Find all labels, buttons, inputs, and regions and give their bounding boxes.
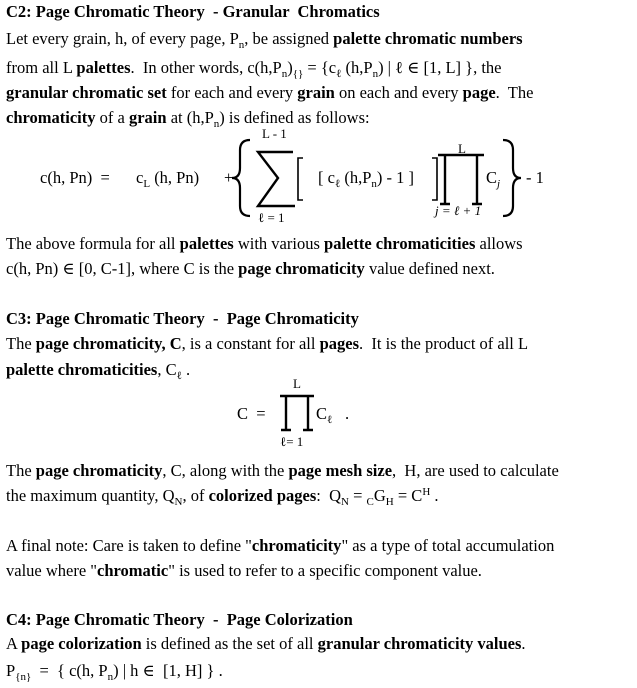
c3-prod-lower: ℓ= 1 [280,434,304,449]
c2-formula-inner: [ $c_\ell$ $(h,P_n) - 1$ ] [318,168,415,190]
c2-formula-lhs: c(h, Pn) = [40,168,110,187]
c2-line-2: from all L palettes. In other words, $c(h,P_n)_{\{\}} = \{c_\ell$ $(h,P_n)$ | ℓ ∈ [1, L] }, the [6,58,502,80]
c3-line-6: value where "chromatic" is used to refer to a specific component value. [6,561,482,580]
c2-sum-upper: L - 1 [262,126,287,141]
c3-line-3: The page chromaticity, C, along with the page mesh size, H, are used to calculate [6,461,559,480]
c2-formula-tail: - 1 [526,168,544,187]
c2-heading: C2: Page Chromatic Theory - Granular Chromatics [6,2,380,21]
c2-sum-lower: ℓ = 1 [258,210,285,225]
c3-heading: C3: Page Chromatic Theory - Page Chromaticity [6,309,359,328]
c4-line-2: $P_{\{n\}}$ = { c(h, $P_n$) | h ∈ [1, H] } . [6,661,223,683]
c2-prod-lower: j = ℓ + 1 [435,203,482,218]
c2-formula-plus: + [224,168,234,187]
c2-line-1: Let every grain, h, of every page, $P_n$, be assigned palette chromatic numbers [6,29,523,51]
c2-line-6: c(h, Pn) ∈ [0, C-1], where C is the page chromaticity value defined next. [6,259,495,278]
c4-line-1: A page colorization is defined as the set of all granular chromaticity values. [6,634,526,653]
c3-line-2: palette chromaticities, $C_\ell$ . [6,360,191,382]
c2-formula-cj: $C_j$ [486,168,501,190]
c3-formula-end: . [345,404,350,423]
c2-formula-cl: $c_L$ (h, Pn) [136,168,200,190]
c2-prod-upper: L [458,141,466,156]
c2-line-3: granular chromatic set for each and every grain on each and every page. The [6,83,534,102]
c3-prod-upper: L [293,376,301,391]
c3-formula-lhs: C = [237,404,266,423]
c2-line-4: chromaticity of a grain at $(h,P_n)$ is defined as follows: [6,108,370,130]
c2-line-5: The above formula for all palettes with various palette chromaticities allows [6,234,523,253]
c4-heading: C4: Page Chromatic Theory - Page Colorization [6,610,353,629]
c3-line-1: The page chromaticity, C, is a constant for all pages. It is the product of all L [6,334,529,353]
c3-line-4: the maximum quantity, $Q_N$, of colorized pages: $Q_N = _CG_H = C^H$ . [6,486,439,508]
c3-line-5: A final note: Care is taken to define "chromaticity" as a type of total accumulation [6,536,555,555]
c3-formula-term: $C_\ell$ [316,404,333,426]
